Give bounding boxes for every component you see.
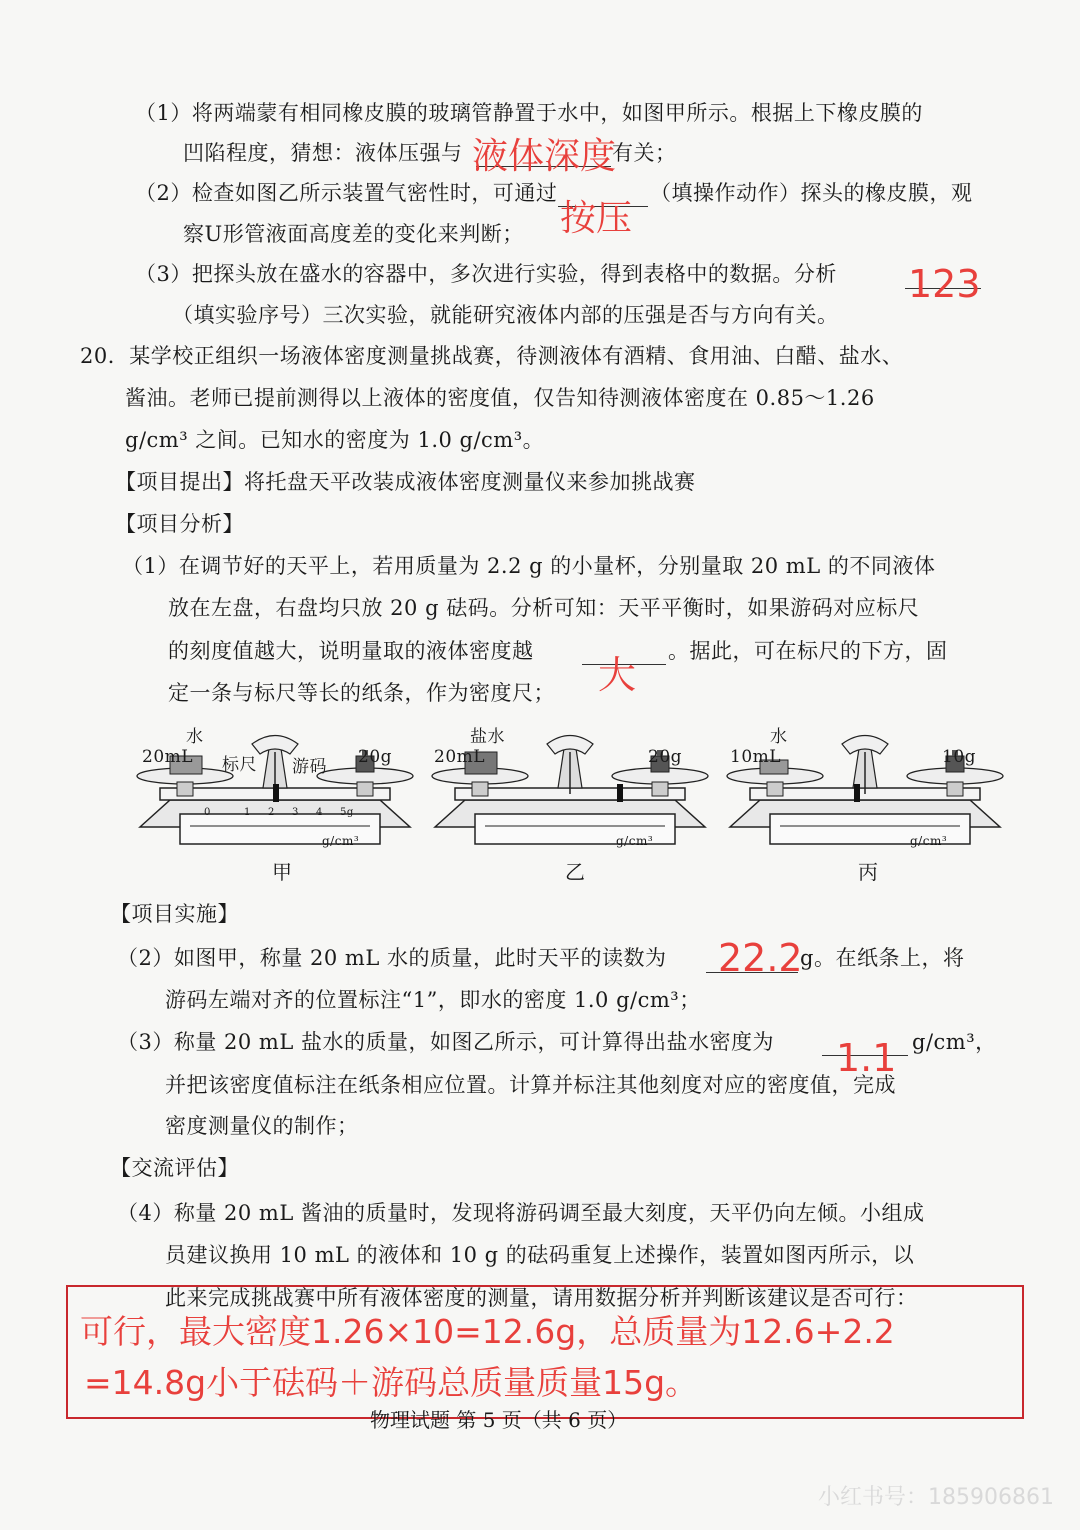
fig-jia-caption: 甲	[272, 860, 292, 884]
q20-i3-answer: 1.1	[836, 1036, 897, 1080]
q19-p1-line2-end: 有关；	[612, 141, 677, 165]
q20-i3-line3: 密度测量仪的制作；	[165, 1114, 359, 1138]
q20-a1-line4: 定一条与标尺等长的纸条，作为密度尺；	[168, 681, 555, 705]
q20-proposal: 【项目提出】将托盘天平改装成液体密度测量仪来参加挑战赛	[115, 470, 696, 494]
scale-tick-2: 2	[268, 807, 275, 818]
q20-a1-line3b: 。据此，可在标尺的下方，固	[668, 639, 948, 663]
q20-a1-line3a: 的刻度值越大，说明量取的液体密度越	[168, 639, 534, 663]
q20-e4-line1: （4）称量 20 mL 酱油的质量时，发现将游码调至最大刻度，天平仍向左倾。小组成	[117, 1201, 925, 1225]
fig-jia-ruler-label: 标尺	[222, 755, 257, 775]
scale-tick-3: 3	[292, 807, 299, 818]
scale-tick-1: 1	[244, 807, 251, 818]
fig-bing-unit: g/cm³	[910, 834, 948, 848]
fig-bing-volume: 10mL	[730, 747, 782, 767]
fig-yi-volume: 20mL	[434, 747, 486, 767]
q20-i3-line2: 并把该密度值标注在纸条相应位置。计算并标注其他刻度对应的密度值，完成	[165, 1073, 896, 1097]
q20-implement-head: 【项目实施】	[110, 902, 239, 926]
fig-yi-caption: 乙	[565, 860, 585, 884]
fig-bing-caption: 丙	[858, 860, 878, 884]
final-answer-line1: 可行，最大密度1.26×10=12.6g，总质量为12.6+2.2	[80, 1312, 895, 1351]
q20-analysis-head: 【项目分析】	[115, 512, 244, 536]
fig-jia-liquid: 水	[186, 727, 204, 747]
q20-a1-line1: （1）在调节好的天平上，若用质量为 2.2 g 的小量杯，分别量取 20 mL 的不同液体	[122, 554, 936, 578]
scale-tick-5: 5g	[340, 807, 354, 818]
q19-p2-answer: 按压	[560, 198, 633, 239]
q20-i3-line1b: g/cm³，	[912, 1030, 997, 1054]
watermark: 小红书号：185906861	[818, 1485, 1054, 1510]
q20-i2-answer: 22.2	[718, 936, 803, 980]
q19-p3-line2: （填实验序号）三次实验，就能研究液体内部的压强是否与方向有关。	[172, 303, 839, 327]
scale-tick-4: 4	[316, 807, 323, 818]
fig-jia-volume: 20mL	[142, 747, 194, 767]
q19-p1-answer: 液体深度	[472, 136, 617, 177]
q19-p2-line2: 察U形管液面高度差的变化来判断；	[183, 222, 524, 246]
q19-p1-line1: （1）将两端蒙有相同橡皮膜的玻璃管静置于水中，如图甲所示。根据上下橡皮膜的	[135, 101, 923, 125]
fig-jia-unit: g/cm³	[322, 834, 360, 848]
q19-p2-line1b: （填操作动作）探头的橡皮膜，观	[650, 181, 973, 205]
fig-jia-weight: 20g	[358, 747, 393, 767]
q20-line2: 酱油。老师已提前测得以上液体的密度值，仅告知待测液体密度在 0.85～1.26	[125, 386, 875, 410]
q20-e4-line2: 员建议换用 10 mL 的液体和 10 g 的砝码重复上述操作，装置如图丙所示，以	[165, 1243, 915, 1267]
fig-bing-weight: 10g	[942, 747, 977, 767]
final-answer-line2: =14.8g小于砝码＋游码总质量质量15g。	[84, 1363, 699, 1402]
q19-p3-line1: （3）把探头放在盛水的容器中，多次进行实验，得到表格中的数据。分析	[135, 262, 837, 286]
q20-eval-head: 【交流评估】	[110, 1156, 239, 1180]
q19-p3-answer: 123	[908, 262, 981, 306]
q20-line1: 20．某学校正组织一场液体密度测量挑战赛，待测液体有酒精、食用油、白醋、盐水、	[80, 344, 904, 368]
page-footer: 物理试题 第 5 页（共 6 页）	[370, 1408, 628, 1432]
q20-i2-line1b: g。在纸条上，将	[800, 946, 965, 970]
q20-line3: g/cm³ 之间。已知水的密度为 1.0 g/cm³。	[125, 428, 545, 452]
balance-figures	[130, 722, 1010, 857]
q20-e4-line3: 此来完成挑战赛中所有液体密度的测量，请用数据分析并判断该建议是否可行：	[165, 1286, 918, 1310]
q20-a1-answer: 大	[598, 653, 637, 697]
q20-i2-line2: 游码左端对齐的位置标注“1”，即水的密度 1.0 g/cm³；	[165, 988, 701, 1012]
q20-i3-line1a: （3）称量 20 mL 盐水的质量，如图乙所示，可计算得出盐水密度为	[117, 1030, 774, 1054]
fig-yi-unit: g/cm³	[616, 834, 654, 848]
fig-jia-rider-label: 游码	[292, 757, 327, 777]
fig-yi-liquid: 盐水	[470, 727, 505, 747]
scale-tick-0: 0	[204, 807, 211, 818]
fig-bing-liquid: 水	[770, 727, 788, 747]
q20-a1-line2: 放在左盘，右盘均只放 20 g 砝码。分析可知：天平平衡时，如果游码对应标尺	[168, 596, 920, 620]
q19-p1-line2: 凹陷程度，猜想：液体压强与	[183, 141, 463, 165]
q19-p2-line1a: （2）检查如图乙所示装置气密性时，可通过	[135, 181, 558, 205]
fig-yi-weight: 20g	[648, 747, 683, 767]
q20-i2-line1a: （2）如图甲，称量 20 mL 水的质量，此时天平的读数为	[117, 946, 667, 970]
